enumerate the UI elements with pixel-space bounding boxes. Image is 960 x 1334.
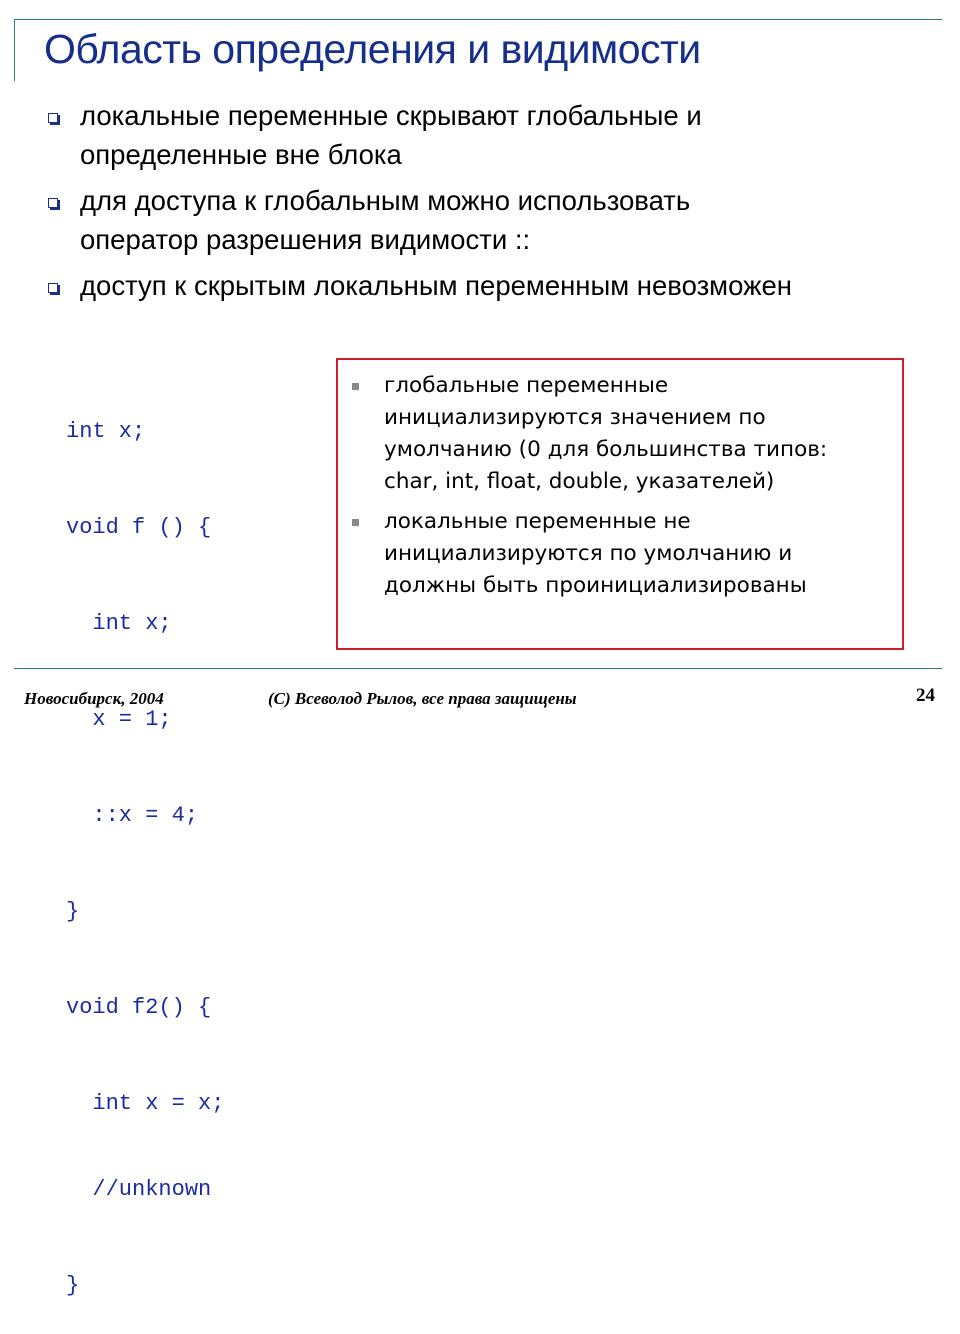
bullet-item <box>44 181 944 259</box>
code-line: void f () { <box>66 515 212 540</box>
square-bullet-icon <box>352 383 359 390</box>
note-line: char, int, float, double, указателей) <box>384 469 775 494</box>
checkbox-bullet-icon <box>48 113 58 123</box>
bullet-line: доступ к скрытым локальным переменным невозможен <box>80 270 792 301</box>
code-line: ::x = 4; <box>66 803 199 828</box>
code-line: //unknown <box>66 1177 212 1202</box>
note-line: должны быть проинициализированы <box>384 573 807 598</box>
bullet-item <box>44 266 944 305</box>
page-number: 24 <box>916 685 935 706</box>
code-line: int x = x; <box>66 1091 225 1116</box>
top-rule <box>14 19 942 20</box>
code-line: } <box>66 899 80 924</box>
code-line: int x; <box>66 611 172 636</box>
footer-location: Новосибирск, 2004 <box>24 689 164 708</box>
bullet-line: оператор разрешения видимости :: <box>80 224 531 255</box>
square-bullet-icon <box>352 519 359 526</box>
note-item <box>348 370 888 498</box>
left-rule <box>14 19 15 81</box>
code-block <box>66 352 224 1334</box>
code-line: void f2() { <box>66 995 212 1020</box>
note-line: глобальные переменные <box>384 373 669 398</box>
note-item <box>348 506 888 602</box>
note-line: умолчанию (0 для большинства типов: <box>384 437 828 462</box>
bullet-line: локальные переменные скрывают глобальные и <box>80 100 702 131</box>
bottom-rule <box>14 668 942 669</box>
bullet-item <box>44 96 944 174</box>
note-list <box>348 370 888 610</box>
code-line: } <box>66 1273 80 1298</box>
code-line: x = 1; <box>66 707 172 732</box>
code-line: int x; <box>66 419 146 444</box>
checkbox-bullet-icon <box>48 283 58 293</box>
note-line: локальные переменные не <box>384 509 691 534</box>
bullet-line: для доступа к глобальным можно использовать <box>80 185 691 216</box>
bullet-list <box>44 96 944 312</box>
slide-title: Область определения и видимости <box>44 26 701 72</box>
bullet-line: определенные вне блока <box>80 139 402 170</box>
note-line: инициализируются значением по <box>384 405 766 430</box>
checkbox-bullet-icon <box>48 198 58 208</box>
note-box <box>336 358 904 650</box>
note-line: инициализируются по умолчанию и <box>384 541 793 566</box>
footer-copyright: (C) Всеволод Рылов, все права защищены <box>268 689 577 708</box>
